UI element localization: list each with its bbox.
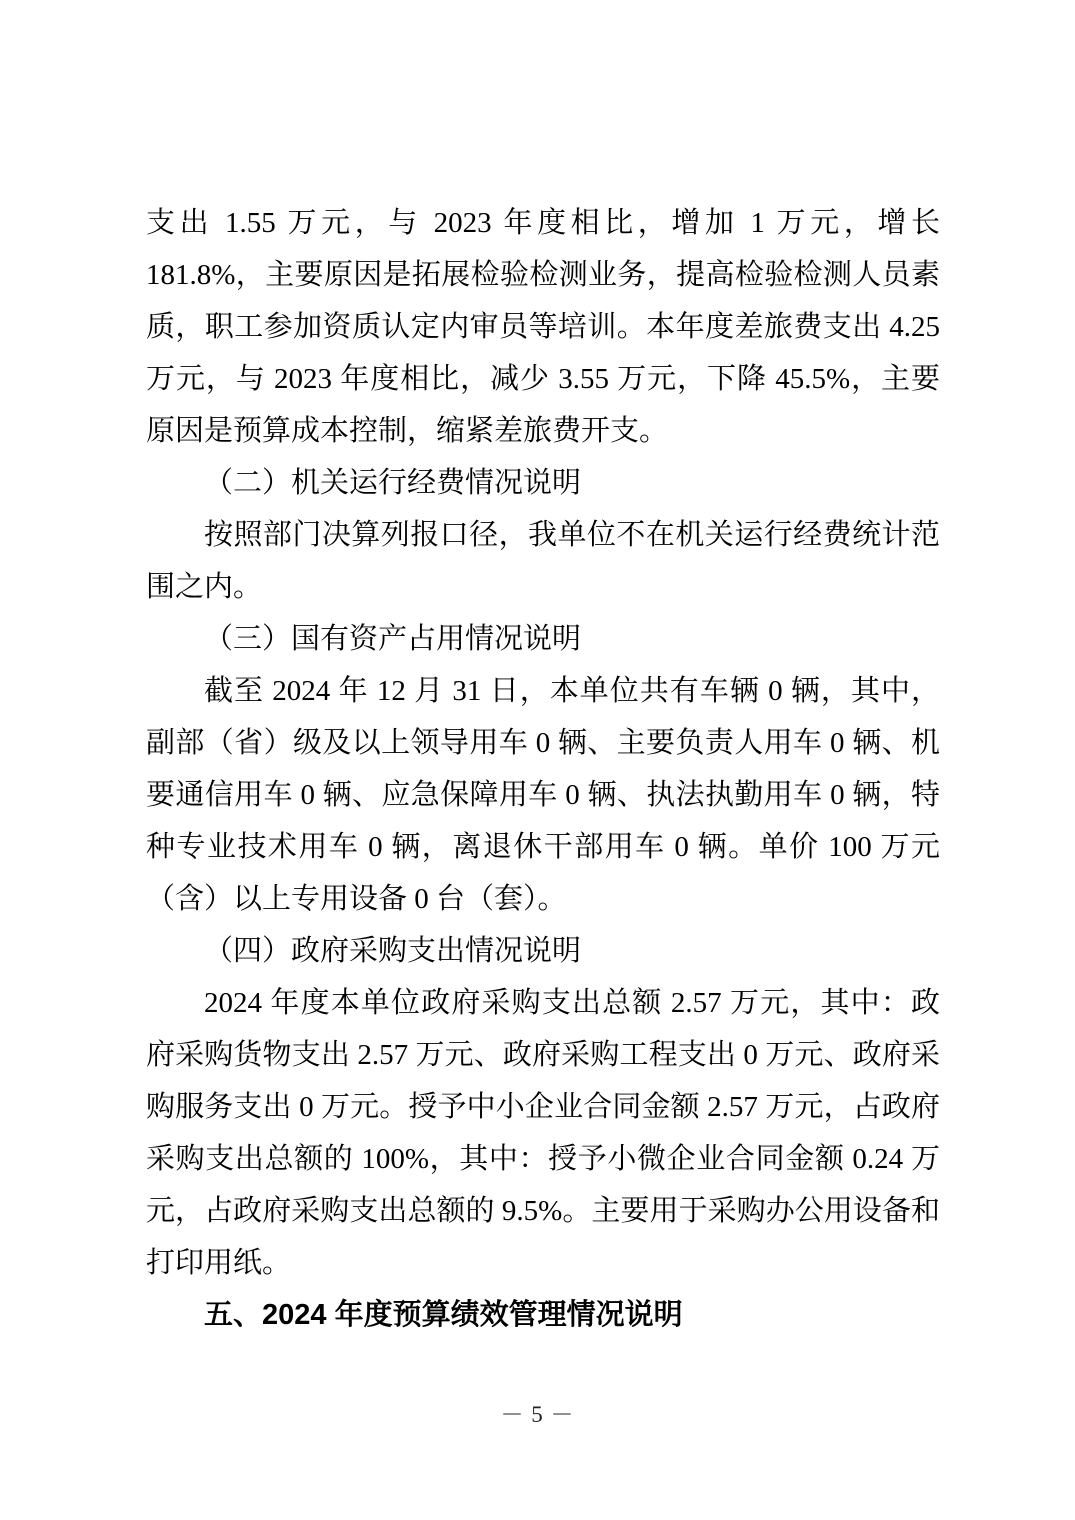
subheading-gov-procurement: （四）政府采购支出情况说明: [204, 935, 582, 967]
subheading-agency-operating-funds: （二）机关运行经费情况说明: [204, 467, 582, 499]
page-number: － 5 －: [500, 1402, 575, 1427]
paragraph-gov-procurement: 2024 年度本单位政府采购支出总额 2.57 万元，其中：政府采购货物支出 2.57 万元、政府采购工程支出 0 万元、政府采购服务支出 0 万元。授予中小企业合同金额 2.57 万元，占政府采购支出总额的 100%，其中：授予小微企业合同金额 0.24 万元，占政府采购支出总额的 9.5%。主要用于采购办公用设备和打印用纸。: [146, 987, 940, 1279]
paragraph-training-travel-expense: 支出 1.55 万元，与 2023 年度相比，增加 1 万元，增长 181.8%，主要原因是拓展检验检测业务，提高检验检测人员素质，职工参加资质认定内审员等培训。本年度差旅费支出 4.25 万元，与 2023 年度相比，减少 3.55 万元，下降 45.5%，主要原因是预算成本控制，缩紧差旅费开支。: [146, 207, 940, 447]
document-body: [146, 197, 940, 1341]
paragraph-state-assets-occupancy: 截至 2024 年 12 月 31 日，本单位共有车辆 0 辆，其中，副部（省）级及以上领导用车 0 辆、主要负责人用车 0 辆、机要通信用车 0 辆、应急保障用车 0 辆、执法执勤用车 0 辆，特种专业技术用车 0 辆，离退休干部用车 0 辆。单价 100 万元（含）以上专用设备 0 台（套）。: [146, 675, 940, 915]
paragraph-agency-operating-funds: 按照部门决算列报口径，我单位不在机关运行经费统计范围之内。: [146, 519, 940, 603]
subheading-state-assets-occupancy: （三）国有资产占用情况说明: [204, 623, 582, 655]
heading-budget-performance: 五、2024 年度预算绩效管理情况说明: [204, 1299, 683, 1331]
